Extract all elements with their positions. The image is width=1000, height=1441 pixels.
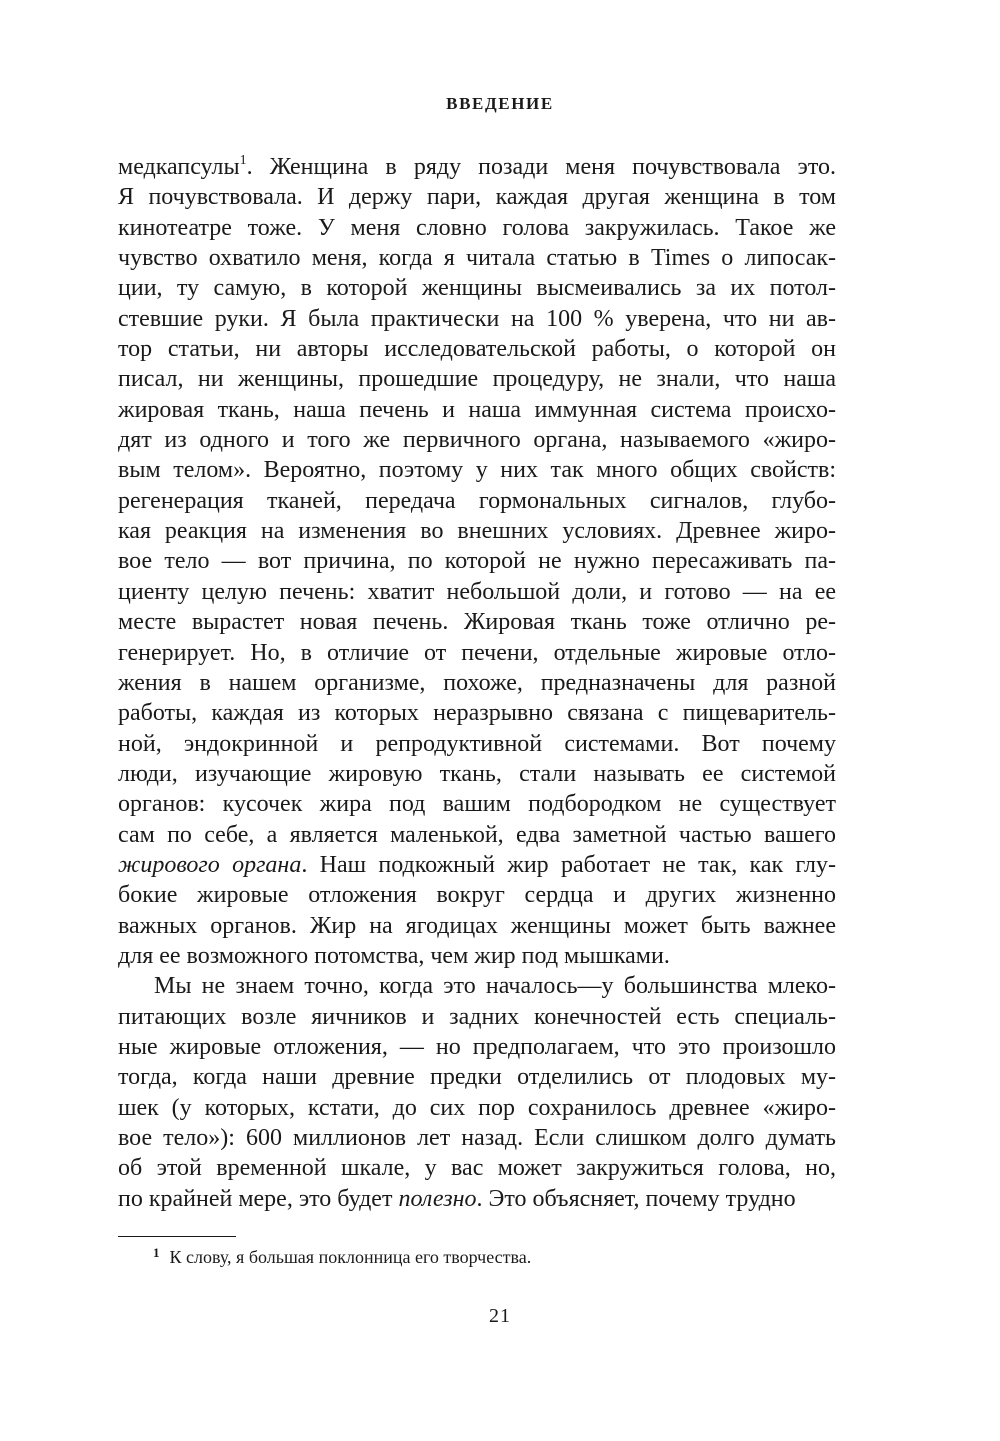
text-line [118, 425, 836, 455]
text-line [118, 1153, 836, 1183]
page-number: 21 [489, 1305, 511, 1327]
line-text: циенту целую печень: хватит небольшой доли, и готово — на ее [118, 578, 836, 605]
line-text: ции, ту самую, в которой женщины высмеивались за их потол- [118, 275, 836, 302]
text-line [118, 941, 836, 971]
line-text: органов: кусочек жира под вашим подбородком не существует [118, 791, 836, 818]
text-line [118, 152, 836, 182]
text-line [118, 820, 836, 850]
footnote-reference: 1 [239, 153, 247, 168]
line-text: сам по себе, а является маленькой, едва заметной частью вашего [118, 821, 836, 848]
text-line [118, 911, 836, 941]
line-text: работы, каждая из которых неразрывно связана с пищеваритель- [118, 700, 836, 727]
text-line [118, 1062, 836, 1092]
text-line [118, 1093, 836, 1123]
line-text: месте вырастет новая печень. Жировая ткань тоже отлично ре- [118, 609, 836, 636]
text-line [118, 516, 836, 546]
text-line [118, 638, 836, 668]
line-text: дят из одного и того же первичного органа, называемого «жиро- [118, 427, 836, 454]
line-text: тогда, когда наши древние предки отделились от плодовых му- [118, 1064, 836, 1091]
line-text: вым телом». Вероятно, поэтому у них так много общих свойств: [118, 457, 836, 484]
text-line [118, 971, 836, 1001]
line-text: по крайней мере, это будет [118, 1185, 399, 1212]
text-line [118, 546, 836, 576]
line-text: жировая ткань, наша печень и наша иммунная система происхо- [118, 396, 836, 423]
line-text: кинотеатре тоже. У меня словно голова закружилась. Такое же [118, 214, 836, 241]
line-text: Я почувствовала. И держу пари, каждая другая женщина в том [118, 184, 836, 211]
text-line [118, 486, 836, 516]
text-line [118, 1123, 836, 1153]
line-text: жения в нашем организме, похоже, предназначены для разной [118, 669, 836, 696]
text-line [118, 364, 836, 394]
text-line [118, 1032, 836, 1062]
text-line [118, 304, 836, 334]
body-text [118, 152, 836, 1214]
text-line [118, 880, 836, 910]
text-line [118, 698, 836, 728]
line-text: бокие жировые отложения вокруг сердца и других жизненно [118, 882, 836, 909]
line-text: чувство охватило меня, когда я читала статью в Times о липосак- [118, 245, 836, 272]
text-line [118, 273, 836, 303]
line-text: вое тело — вот причина, по которой не нужно пересаживать па- [118, 548, 836, 575]
italic-emphasis: полезно [398, 1185, 477, 1212]
line-text: об этой временной шкале, у вас может закружиться голова, но, [118, 1155, 836, 1182]
footnote [153, 1244, 753, 1270]
text-line [118, 789, 836, 819]
paragraph-1 [118, 152, 836, 971]
text-line [118, 577, 836, 607]
text-line [118, 850, 836, 880]
text-line [118, 759, 836, 789]
line-text: . Наш подкожный жир работает не так, как глу- [301, 851, 836, 878]
text-line [118, 668, 836, 698]
text-line [118, 455, 836, 485]
paragraph-2 [118, 971, 836, 1214]
italic-emphasis: жирового органа [118, 851, 302, 878]
footnote-mark: 1 [153, 1245, 160, 1260]
line-text: . Это объясняет, почему трудно [476, 1185, 796, 1212]
line-text: писал, ни женщины, прошедшие процедуру, не знали, что наша [118, 366, 836, 393]
text-line [118, 1184, 836, 1214]
text-line [118, 607, 836, 637]
line-text: шек (у которых, кстати, до сих пор сохранилось древнее «жиро- [118, 1094, 836, 1121]
line-text: тор статьи, ни авторы исследовательской работы, о которой он [118, 336, 836, 363]
line-text: . Женщина в ряду позади меня почувствовала это. [246, 154, 836, 180]
line-text: генерирует. Но, в отличие от печени, отдельные жировые отло- [118, 639, 836, 666]
line-text: ные жировые отложения, — но предполагаем, что это произошло [118, 1033, 836, 1060]
text-line [118, 334, 836, 364]
line-text: ной, эндокринной и репродуктивной системами. Вот почему [118, 730, 836, 757]
footnote-text: К слову, я большая поклонница его творчества. [169, 1247, 532, 1267]
line-text: регенерация тканей, передача гормональных сигналов, глубо- [118, 487, 836, 514]
line-text: вое тело»): 600 миллионов лет назад. Если слишком долго думать [118, 1125, 836, 1151]
line-text: люди, изучающие жировую ткань, стали называть ее системой [118, 760, 836, 787]
text-line [118, 395, 836, 425]
running-head: ВВЕДЕНИЕ [446, 94, 554, 113]
text-line [118, 243, 836, 273]
line-text: Мы не знаем точно, когда это началось—у большинства млеко- [154, 973, 836, 1000]
text-line [118, 213, 836, 243]
text-line [118, 182, 836, 212]
line-text: важных органов. Жир на ягодицах женщины может быть важнее [118, 912, 836, 939]
text-line [118, 729, 836, 759]
line-text: кая реакция на изменения во внешних условиях. Древнее жиро- [118, 518, 836, 545]
text-line [118, 1002, 836, 1032]
line-text: для ее возможного потомства, чем жир под мышками. [118, 942, 670, 969]
line-text: медкапсулы [118, 154, 240, 180]
line-text: питающих возле яичников и задних конечностей есть специаль- [118, 1003, 836, 1030]
footnote-divider [118, 1236, 236, 1237]
line-text: стевшие руки. Я была практически на 100 % уверена, что ни ав- [118, 305, 836, 332]
